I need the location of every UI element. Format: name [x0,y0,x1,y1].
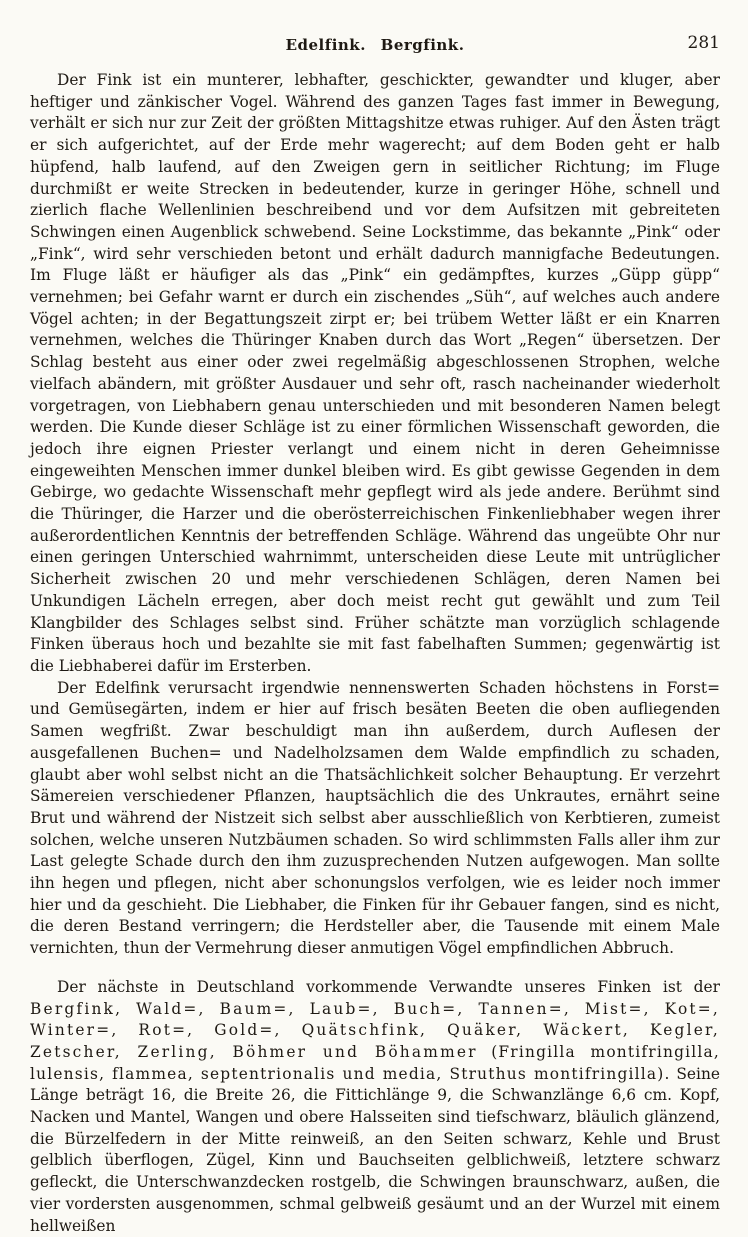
page-number: 281 [687,33,720,53]
running-title: Edelfink. Bergfink. [285,36,465,54]
paragraph-edelfink-harm-use: Der Edelfink verursacht irgendwie nennenswerten Schaden höchstens in Forst= und Gemüsegärten, indem er hier auf frisch besäten Beeten die oben aufliegenden Samen wegfrißt. Zwar beschuldigt man ihn außerdem, durch Auflesen der ausgefallenen Buchen= und Nadelholzsamen dem Walde empfindlich zu schaden, glaubt aber wohl selbst nicht an die Thatsächlichkeit solcher Behauptung. Er verzehrt Sämereien verschiedener Pflanzen, hauptsächlich die des Unkrautes, ernährt seine Brut und während der Nistzeit sich selbst aber ausschließlich von Kerbtieren, zumeist solchen, welche unseren Nutzbäumen schaden. So wird schlimmsten Falls aller ihm zur Last gelegte Schade durch den ihm zuzusprechenden Nutzen aufgewogen. Man sollte ihn hegen und pflegen, nicht aber schonungslos verfolgen, wie es leider noch immer hier und da geschieht. Die Liebhaber, die Finken für ihr Gebauer fangen, sind es nicht, die deren Bestand verringern; die Herdsteller aber, die Tausende mit einem Male vernichten, thun der Vermehrung dieser anmutigen Vögel empfindlichen Abbruch. [30,678,720,958]
page-header [30,33,720,60]
paragraph-bergfink-description [30,977,720,1237]
bergfink-name-list: Bergfink, Wald=, Baum=, Laub=, Buch=, Tannen=, Mist=, Kot=, Winter=, Rot=, Gold=, Quätschfink, Quäker, Wäckert, Kegler, Zetscher, Zerling, Böhmer und Böhammer [30,999,720,1061]
paragraph-text-measurements: Seine Länge beträgt 16, die Breite 26, die Fittichlänge 9, die Schwanzlänge 6,6 cm. Kopf, Nacken und Mantel, Wangen und obere Halsseiten sind tiefschwarz, bläulich glänzend, die Bürzelfedern in der Mitte reinweiß, an den Seiten schwarz, Kehle und Brust gelblich überflogen, Zügel, Kinn und Bauchseiten gelblichweiß, letztere schwarz gefleckt, die Unterschwanzdecken rostgelb, die Schwingen braunschwarz, außen, die vier vordersten ausgenommen, schmal gelbweiß gesäumt und an der Wurzel mit einem hellweißen [30,1064,720,1235]
latin-species-names: (Fringilla montifringilla, lulensis, flammea, septentrionalis und media, Struthus montifringilla). [30,1042,720,1083]
paragraph-text-intro: Der nächste in Deutschland vorkommende Verwandte unseres Finken ist der [57,977,720,996]
page-body-text [30,70,720,1237]
paragraph-fink-behavior: Der Fink ist ein munterer, lebhafter, geschickter, gewandter und kluger, aber heftiger und zänkischer Vogel. Während des ganzen Tages fast immer in Bewegung, verhält er sich nur zur Zeit der größten Mittagshitze etwas ruhiger. Auf den Ästen trägt er sich aufgerichtet, auf der Erde mehr wagerecht; auf dem Boden geht er halb hüpfend, halb laufend, auf den Zweigen gern in seitlicher Richtung; im Fluge durchmißt er weite Strecken in bedeutender, kurze in geringer Höhe, schnell und zierlich flache Wellenlinien beschreibend und vor dem Aufsitzen mit gebreiteten Schwingen einen Augenblick schwebend. Seine Lockstimme, das bekannte „Pink“ oder „Fink“, wird sehr verschieden betont und erhält dadurch mannigfache Bedeutungen. Im Fluge läßt er häufiger als das „Pink“ ein gedämpftes, kurzes „Güpp güpp“ vernehmen; bei Gefahr warnt er durch ein zischendes „Süh“, auf welches auch andere Vögel achten; in der Begattungszeit zirpt er; bei trübem Wetter läßt er ein Knarren vernehmen, welches die Thüringer Knaben durch das Wort „Regen“ übersetzen. Der Schlag besteht aus einer oder zwei regelmäßig abgeschlossenen Strophen, welche vielfach abändern, mit größter Ausdauer und sehr oft, rasch nacheinander wiederholt vorgetragen, von Liebhabern genau unterschieden und mit besonderen Namen belegt werden. Die Kunde dieser Schläge ist zu einer förmlichen Wissenschaft geworden, die jedoch ihre eignen Priester verlangt und einem nicht in deren Geheimnisse eingeweihten Menschen immer dunkel bleiben wird. Es gibt gewisse Gegenden in dem Gebirge, wo gedachte Wissenschaft mehr gepflegt wird als jede andere. Berühmt sind die Thüringer, die Harzer und die oberösterreichischen Finkenliebhaber wegen ihrer außerordentlichen Kenntnis der betreffenden Schläge. Während das ungeübte Ohr nur einen geringen Unterschied wahrnimmt, unterscheiden diese Leute mit untrüglicher Sicherheit zwischen 20 und mehr verschiedenen Schlägen, deren Namen bei Unkundigen Lächeln erregen, aber doch meist recht gut gewählt und zum Teil Klangbilder des Schlages selbst sind. Früher schätzte man vorzüglich schlagende Finken überaus hoch und bezahlte sie mit fast fabelhaften Summen; gegenwärtig ist die Liebhaberei dafür im Ersterben. [30,71,720,675]
